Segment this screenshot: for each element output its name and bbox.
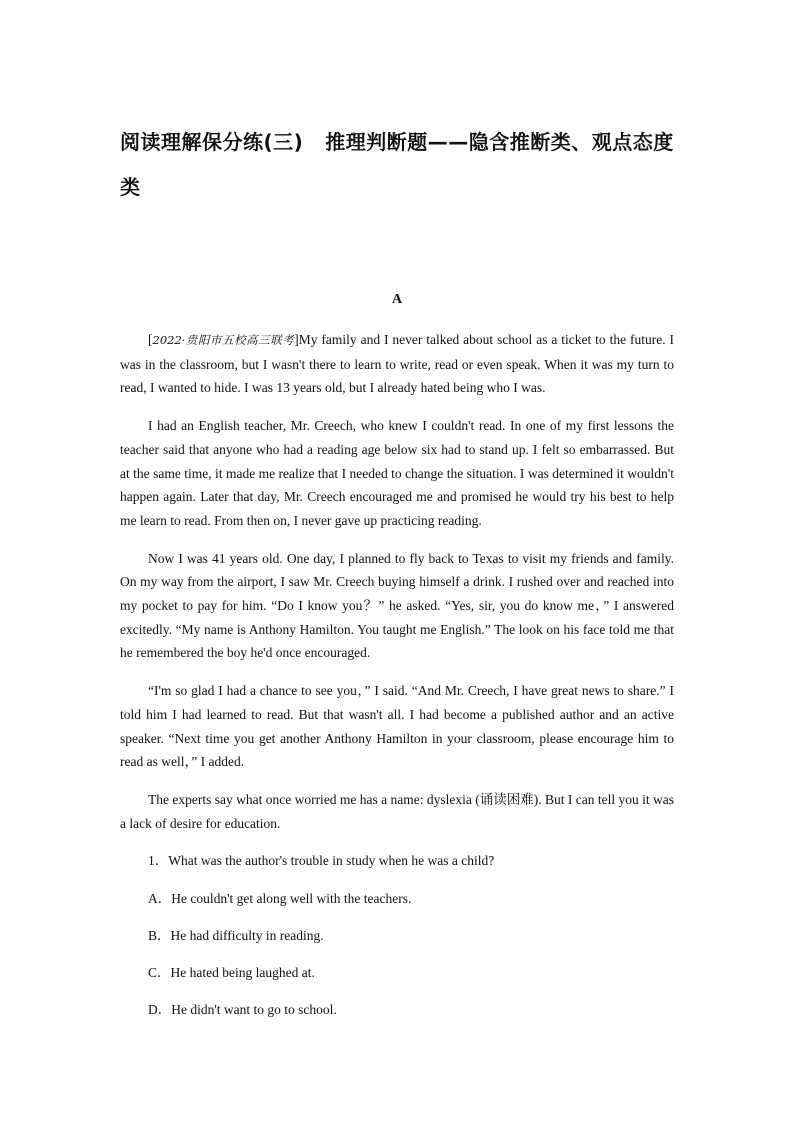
option-a: A．He couldn't get along well with the teachers.	[148, 890, 412, 906]
title-part-1: 阅读理解保分练(三)	[120, 130, 304, 154]
question-text: 1．What was the author's trouble in study when he was a child?	[148, 853, 495, 869]
option-c: C．He hated being laughed at.	[148, 964, 315, 980]
source-note: 2022·贵阳市五校高三联考	[152, 333, 295, 347]
option-b: B．He had difficulty in reading.	[148, 927, 324, 943]
passage-body	[120, 328, 674, 1035]
passage-paragraph: The experts say what once worried me has a name: dyslexia (诵读困难). But I can tell you it was a lack of desire for education.	[120, 791, 674, 831]
section-label: A	[391, 292, 403, 307]
passage-paragraph: “I'm so glad I had a chance to see you，” I said. “And Mr. Creech, I have great news to share.” I told him I had learned to read. But that wasn't all. I had become a published author and an active speaker. “Next time you get another Anthony Hamilton in your classroom, please encourage him to read as well，” I added.	[120, 683, 674, 770]
page-title	[120, 120, 680, 210]
title-part-2: 推理判断题——隐含推断类、观点态度类	[120, 130, 674, 199]
passage-paragraph: [2022·贵阳市五校高三联考]My family and I never talked about school as a ticket to the future. I was in the classroom, but I wasn't there to learn to write, read or even speak. When it was my turn to read, I wanted to hide. I was 13 years old, but I already hated being who I was.	[120, 332, 674, 396]
passage-paragraph: I had an English teacher, Mr. Creech, who knew I couldn't read. In one of my first lessons the teacher said that anyone who had a reading age below six had to stand up. I felt so embarrassed. But at the same time, it made me realize that I needed to change the situation. I was determined it wouldn't happen again. Later that day, Mr. Creech encouraged me and promised he would try his best to help me learn to read. From then on, I never gave up practicing reading.	[120, 418, 674, 528]
option-d: D．He didn't want to go to school.	[148, 1002, 337, 1018]
passage-paragraph: Now I was 41 years old. One day, I planned to fly back to Texas to visit my friends and family. On my way from the airport, I saw Mr. Creech buying himself a drink. I rushed over and reached into my pocket to pay for him. “Do I know you？” he asked. “Yes, sir, you do know me，” I answered excitedly. “My name is Anthony Hamilton. You taught me English.” The look on his face told me that he remembered the boy he'd once encouraged.	[120, 550, 674, 661]
